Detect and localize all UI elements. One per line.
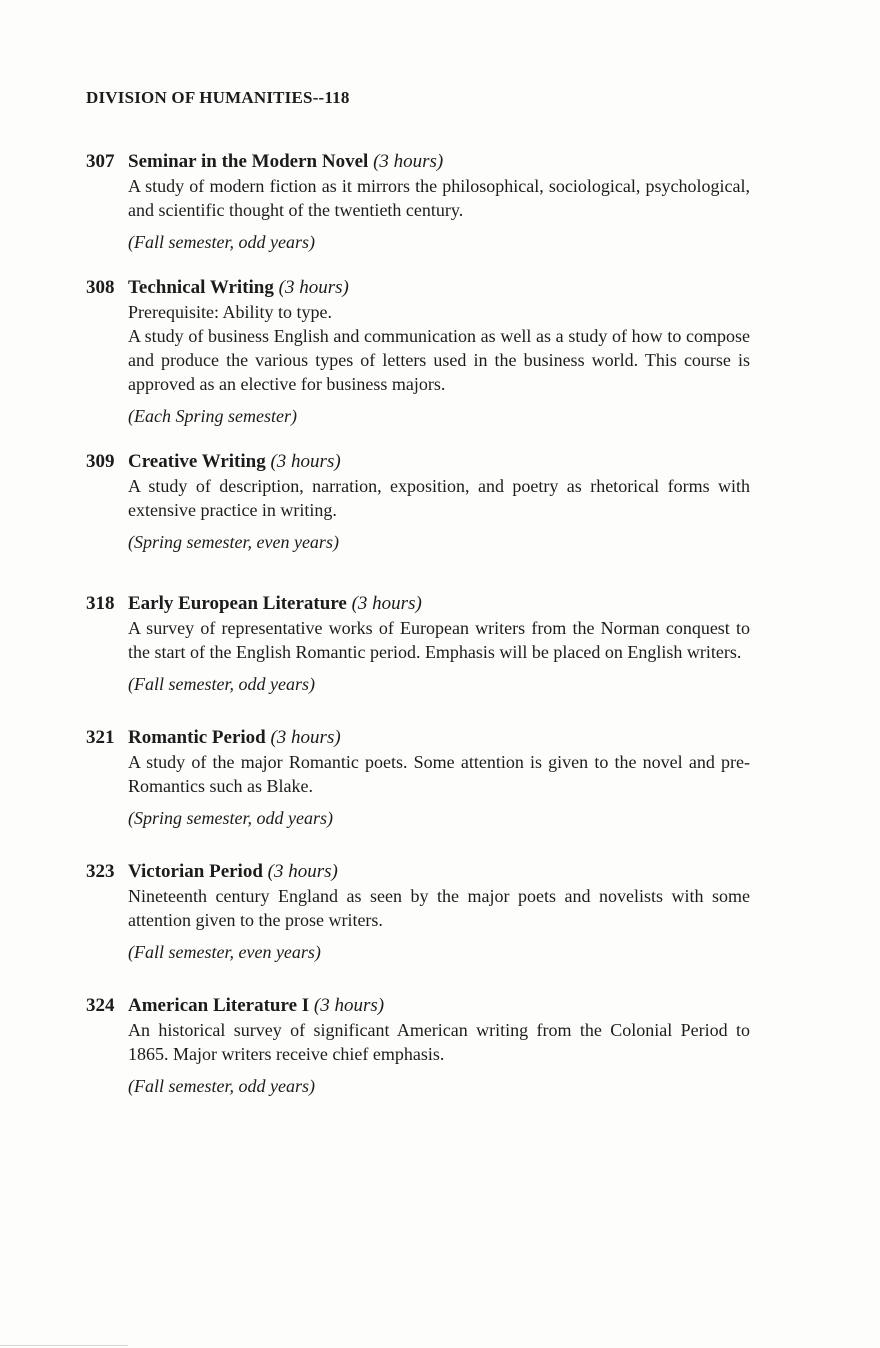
course-body xyxy=(128,300,750,428)
course-offered: (Fall semester, odd years) xyxy=(128,1076,315,1096)
course-hours: (3 hours) xyxy=(313,995,385,1016)
course-paragraph: A study of description, narration, exposition, and poetry as rhetorical forms with extensive practice in writing. xyxy=(128,476,750,520)
course-paragraph: A study of the major Romantic poets. Some attention is given to the novel and pre-Romantics such as Blake. xyxy=(128,752,750,796)
course-hours: (3 hours) xyxy=(278,277,349,298)
course-name: American Literature I xyxy=(128,995,310,1016)
course-entry xyxy=(86,726,750,830)
course-offered: (Fall semester, odd years) xyxy=(128,674,315,694)
course-description xyxy=(128,1018,750,1066)
course-title xyxy=(86,860,750,884)
course-title xyxy=(86,450,750,474)
course-body xyxy=(128,750,750,830)
course-entry xyxy=(86,150,750,254)
course-body xyxy=(128,884,750,964)
course-description xyxy=(128,300,750,396)
course-entry xyxy=(86,994,750,1098)
course-offered: (Fall semester, odd years) xyxy=(128,232,315,252)
course-body xyxy=(128,474,750,554)
course-title xyxy=(86,150,750,174)
course-offered: (Each Spring semester) xyxy=(128,406,297,426)
course-entry xyxy=(86,860,750,964)
course-paragraph: A study of business English and communication as well as a study of how to compose and produce the various types of letters used in the business world. This course is approved as an elective for business majors. xyxy=(128,326,750,394)
course-number: 308 xyxy=(86,277,115,298)
course-title xyxy=(86,994,750,1018)
course-hours: (3 hours) xyxy=(267,861,338,882)
course-paragraph: A survey of representative works of European writers from the Norman conquest to the start of the English Romantic period. Emphasis will be placed on English writers. xyxy=(128,618,750,662)
course-offered: (Spring semester, odd years) xyxy=(128,808,333,828)
course-number: 309 xyxy=(86,451,115,472)
scan-edge-divider xyxy=(0,1345,128,1346)
page-header: DIVISION OF HUMANITIES--118 xyxy=(86,88,350,107)
course-hours: (3 hours) xyxy=(373,151,444,172)
course-number: 323 xyxy=(86,861,115,882)
course-title xyxy=(86,276,750,300)
course-description xyxy=(128,750,750,798)
course-name: Seminar in the Modern Novel xyxy=(128,151,369,172)
course-name: Romantic Period xyxy=(128,727,266,748)
course-name: Early European Literature xyxy=(128,593,347,614)
course-hours: (3 hours) xyxy=(351,593,422,614)
course-paragraph: Nineteenth century England as seen by the major poets and novelists with some attention given to the prose writers. xyxy=(128,886,750,930)
course-name: Technical Writing xyxy=(128,277,274,298)
course-paragraph: A study of modern fiction as it mirrors the philosophical, sociological, psychological, and scientific thought of the twentieth century. xyxy=(128,176,750,220)
course-title xyxy=(86,592,750,616)
course-description xyxy=(128,174,750,222)
course-entry xyxy=(86,450,750,554)
course-number: 321 xyxy=(86,727,115,748)
course-description xyxy=(128,474,750,522)
course-description xyxy=(128,616,750,664)
course-name: Creative Writing xyxy=(128,451,266,472)
course-prerequisite: Prerequisite: Ability to type. xyxy=(128,302,332,322)
course-name: Victorian Period xyxy=(128,861,263,882)
course-list xyxy=(86,150,750,1120)
course-body xyxy=(128,1018,750,1098)
course-body xyxy=(128,174,750,254)
course-body xyxy=(128,616,750,696)
course-number: 307 xyxy=(86,151,115,172)
course-number: 324 xyxy=(86,995,115,1016)
course-entry xyxy=(86,592,750,696)
course-entry xyxy=(86,276,750,428)
course-number: 318 xyxy=(86,593,115,614)
course-offered: (Spring semester, even years) xyxy=(128,532,339,552)
course-paragraph: An historical survey of significant American writing from the Colonial Period to 1865. Major writers receive chief emphasis. xyxy=(128,1020,750,1064)
course-hours: (3 hours) xyxy=(270,727,341,748)
course-title xyxy=(86,726,750,750)
course-hours: (3 hours) xyxy=(270,451,341,472)
course-offered: (Fall semester, even years) xyxy=(128,942,321,962)
course-description xyxy=(128,884,750,932)
